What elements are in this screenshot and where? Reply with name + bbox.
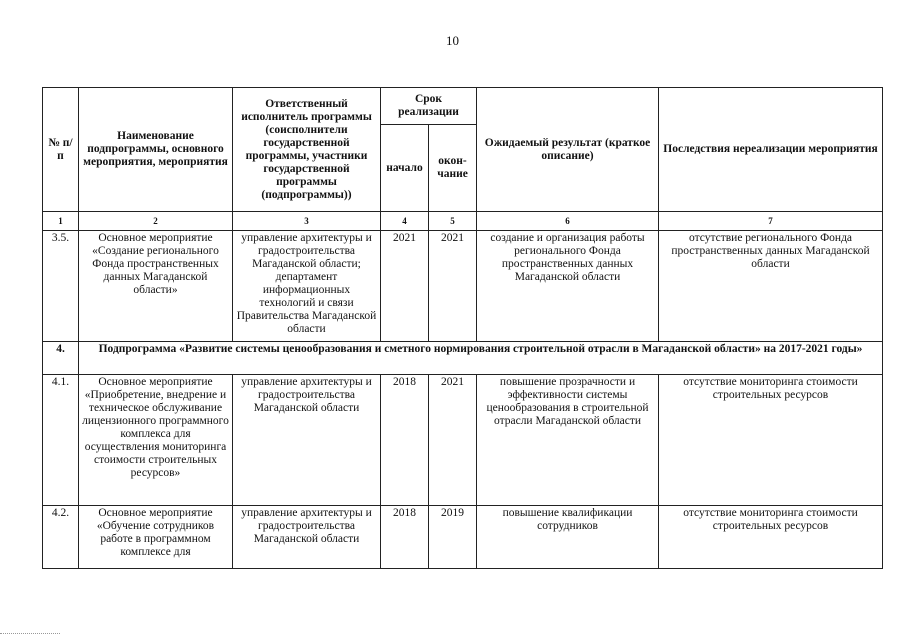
- row-result: создание и организация работы регионального Фонда пространственных данных Магаданской области: [477, 231, 659, 342]
- row-end: 2021: [429, 231, 477, 342]
- column-number: 2: [79, 212, 233, 231]
- row-number: 4.2.: [43, 506, 79, 569]
- column-numbers-row: [43, 212, 883, 231]
- header-row-top: [43, 88, 883, 125]
- column-number: 1: [43, 212, 79, 231]
- table-row: [43, 231, 883, 342]
- row-executor: управление архитектуры и градостроительства Магаданской области; департамент информационных технологий и связи Правительства Магаданской области: [233, 231, 381, 342]
- row-name: Основное мероприятие «Обучение сотрудников работе в программном комплексе для: [79, 506, 233, 569]
- header-consequences: Последствия нереализации мероприятия: [659, 88, 883, 212]
- column-number: 6: [477, 212, 659, 231]
- row-consequences: отсутствие мониторинга стоимости строительных ресурсов: [659, 375, 883, 506]
- row-name: Основное мероприятие «Приобретение, внедрение и техническое обслуживание лицензионного программного комплекса для осуществления мониторинга стоимости строительных ресурсов»: [79, 375, 233, 506]
- row-result: повышение прозрачности и эффективности системы ценообразования в строительной отрасли Магаданской области: [477, 375, 659, 506]
- table-row: [43, 375, 883, 506]
- row-executor: управление архитектуры и градостроительства Магаданской области: [233, 375, 381, 506]
- row-start: 2021: [381, 231, 429, 342]
- row-end: 2021: [429, 375, 477, 506]
- column-number: 7: [659, 212, 883, 231]
- header-term: Срок реализации: [381, 88, 477, 125]
- scan-artifact: [0, 633, 60, 640]
- subprogram-title: Подпрограмма «Развитие системы ценообразования и сметного нормирования строительной отрасли в Магаданской области» на 2017-2021 годы»: [79, 342, 883, 375]
- row-consequences: отсутствие мониторинга стоимости строительных ресурсов: [659, 506, 883, 569]
- row-consequences: отсутствие регионального Фонда пространственных данных Магаданской области: [659, 231, 883, 342]
- column-number: 5: [429, 212, 477, 231]
- row-end: 2019: [429, 506, 477, 569]
- header-name: Наименование подпрограммы, основного мероприятия, мероприятия: [79, 88, 233, 212]
- page-number: 10: [446, 33, 459, 48]
- header-end: окон-чание: [429, 125, 477, 212]
- header-result: Ожидаемый результат (краткое описание): [477, 88, 659, 212]
- row-start: 2018: [381, 506, 429, 569]
- header-num: № п/п: [43, 88, 79, 212]
- row-number: 3.5.: [43, 231, 79, 342]
- row-name: Основное мероприятие «Создание регионального Фонда пространственных данных Магаданской области»: [79, 231, 233, 342]
- column-number: 3: [233, 212, 381, 231]
- row-number: 4.1.: [43, 375, 79, 506]
- row-start: 2018: [381, 375, 429, 506]
- row-result: повышение квалификации сотрудников: [477, 506, 659, 569]
- column-number: 4: [381, 212, 429, 231]
- subprogram-row: [43, 342, 883, 375]
- header-executor: Ответственный исполнитель программы (соисполнители государственной программы, участники государственной программы (подпрограммы)): [233, 88, 381, 212]
- row-executor: управление архитектуры и градостроительства Магаданской области: [233, 506, 381, 569]
- header-start: начало: [381, 125, 429, 212]
- table-row: [43, 506, 883, 569]
- subprogram-number: 4.: [43, 342, 79, 375]
- program-table: [42, 87, 883, 569]
